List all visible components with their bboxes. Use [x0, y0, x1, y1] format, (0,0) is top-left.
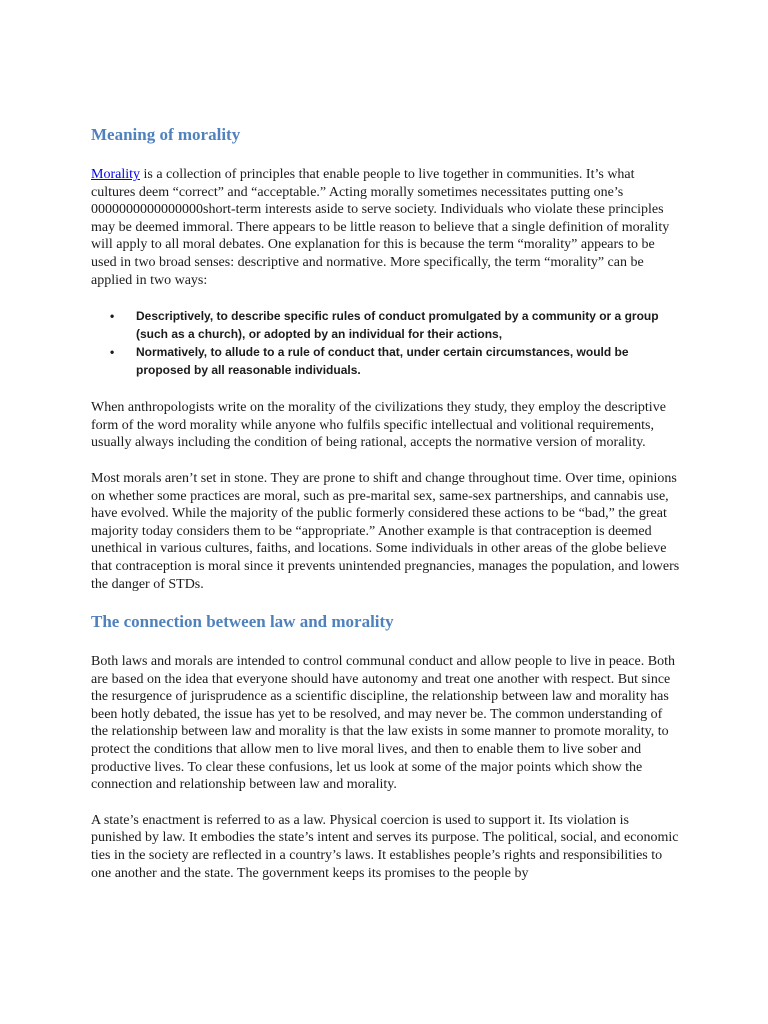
intro-text: is a collection of principles that enable people to live together in communities. It’s what cultures deem “correct” and “acceptable.” Acting morally sometimes necessitates putting one’s 0000000000000000short-term interests aside to serve society. Individuals who violate these principles may be deemed immoral. There appears to be little reason to believe that a single definition of morality will apply to all moral debates. One explanation for this is because the term “morality” appears to be used in two broad senses: descriptive and normative. More specifically, the term “morality” can be applied in two ways: [91, 167, 670, 288]
list-item [110, 307, 681, 343]
list-item-text: Descriptively, to describe specific rules of conduct promulgated by a community or a group (such as a church), or adopted by an individual for their actions, [136, 309, 659, 342]
list-item [110, 343, 681, 379]
paragraph-anthropologists: When anthropologists write on the morality of the civilizations they study, they employ the descriptive form of the word morality while anyone who fulfils specific intellectual and volitional requirements, usually always including the condition of being rational, accepts the normative version of morality. [91, 400, 666, 451]
bullet-list [91, 307, 681, 379]
document-page [91, 124, 681, 882]
paragraph-morals-change: Most morals aren’t set in stone. They are prone to shift and change throughout time. Over time, opinions on whether some practices are moral, such as pre-marital sex, same-sex partnerships, and cannabis use, have evolved. While the majority of the public formerly considered these actions to be “bad,” the great majority today considers them to be “appropriate.” Another example is that contraception is deemed unethical in various cultures, faiths, and locations. Some individuals in other areas of the globe believe that contraception is moral since it prevents unintended pregnancies, manages the population, and lowers the danger of STDs. [91, 470, 680, 592]
paragraph-laws-and-morals: Both laws and morals are intended to control communal conduct and allow people to live in peace. Both are based on the idea that everyone should have autonomy and treat one another with respect. But since the resurgence of jurisprudence as a scientific discipline, the relationship between law and morality has been hotly debated, the issue has yet to be resolved, and may never be. The common understanding of the relationship between law and morality is that the law exists in some manner to promote morality, to protect the conditions that allow men to live moral lives, and then to enable them to live sober and productive lives. To clear these confusions, let us look at some of the major points which show the connection and relationship between law and morality. [91, 654, 675, 793]
section-heading-meaning-of-morality: Meaning of morality [91, 125, 241, 144]
morality-link[interactable]: Morality [91, 167, 140, 182]
intro-paragraph [91, 166, 681, 289]
bullet-dot-icon: • [110, 309, 115, 324]
bullet-dot-icon: • [110, 345, 115, 360]
list-item-text: Normatively, to allude to a rule of conduct that, under certain circumstances, would be proposed by all reasonable individuals. [136, 345, 629, 378]
section-heading-law-and-morality: The connection between law and morality [91, 612, 394, 632]
paragraph-state-enactment: A state’s enactment is referred to as a law. Physical coercion is used to support it. Its violation is punished by law. It embodies the state’s intent and serves its purpose. The political, social, and economic ties in the society are reflected in a country’s laws. It establishes people’s rights and responsibilities to one another and the state. The government keeps its promises to the people by [91, 812, 679, 881]
